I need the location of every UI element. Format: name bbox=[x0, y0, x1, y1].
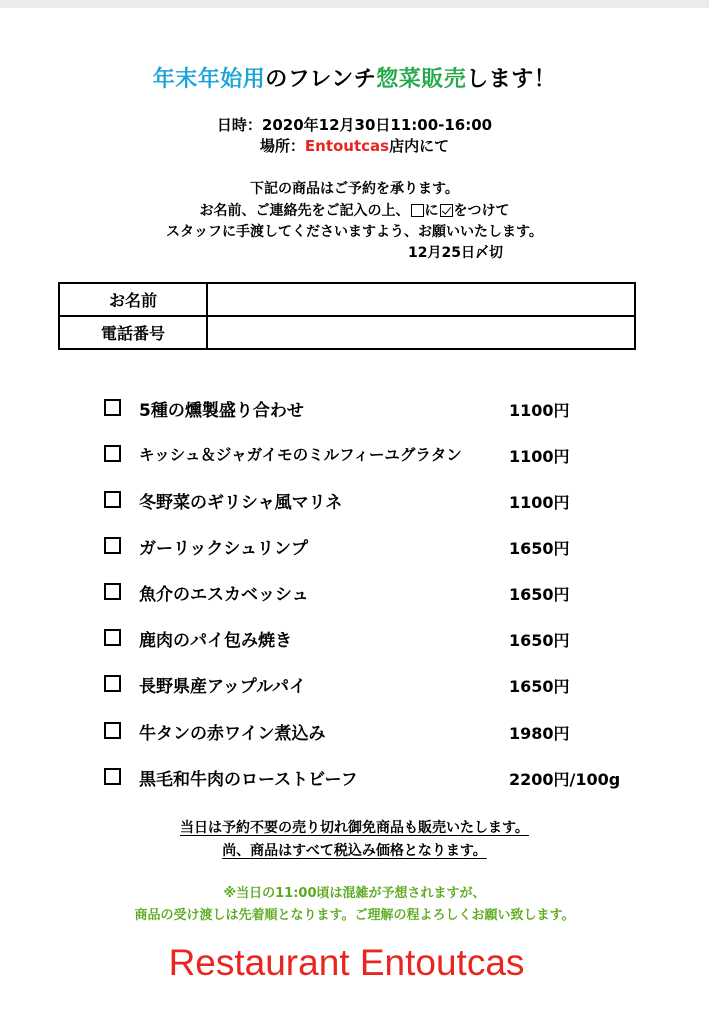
deadline: 12月25日〆切 bbox=[408, 245, 503, 261]
menu-item bbox=[104, 626, 664, 652]
datetime-line: 日時：2020年12月30日11:00-16:00 bbox=[216, 116, 493, 134]
name-field[interactable] bbox=[207, 283, 635, 316]
green-note-1: ※当日の11:00頃は混雑が予想されますが、 bbox=[223, 886, 486, 901]
green-note-2: 商品の受け渡しは先着順となります。ご理解の程よろしくお願い致します。 bbox=[134, 908, 575, 923]
footer-line-1-text: 当日は予約不要の売り切れ御免商品も販売いたします。 bbox=[180, 820, 529, 836]
footer-line-1 bbox=[0, 817, 709, 837]
title-part-3: 惣菜販売 bbox=[376, 67, 467, 92]
item-price: 1100円 bbox=[509, 401, 570, 420]
item-checkbox[interactable] bbox=[104, 722, 121, 739]
item-name: 長野県産アップルパイ bbox=[139, 677, 306, 697]
item-price: 1100円 bbox=[509, 447, 570, 466]
item-checkbox[interactable] bbox=[104, 445, 121, 462]
notice-line-1: 下記の商品はご予約を承ります。 bbox=[250, 181, 459, 197]
menu-item bbox=[104, 719, 664, 745]
item-checkbox[interactable] bbox=[104, 537, 121, 554]
menu-item bbox=[104, 672, 664, 698]
item-name: 牛タンの赤ワイン煮込み bbox=[139, 724, 326, 744]
item-name: 5種の燻製盛り合わせ bbox=[139, 401, 304, 421]
item-checkbox[interactable] bbox=[104, 629, 121, 646]
notice-line-2c: をつけて bbox=[453, 203, 510, 219]
item-name: ガーリックシュリンプ bbox=[139, 539, 308, 559]
phone-field[interactable] bbox=[207, 316, 635, 349]
item-checkbox[interactable] bbox=[104, 768, 121, 785]
footer-line-2-text: 尚、商品はすべて税込み価格となります。 bbox=[222, 843, 487, 859]
footer-line-2 bbox=[0, 840, 709, 860]
item-name: 魚介のエスカベッシュ bbox=[139, 585, 309, 605]
phone-row bbox=[59, 316, 635, 349]
title-part-4: します！ bbox=[466, 67, 557, 92]
item-price: 1100円 bbox=[509, 493, 570, 512]
menu-item bbox=[104, 765, 664, 791]
item-name: 黒毛和牛肉のローストビーフ bbox=[139, 770, 358, 790]
name-row bbox=[59, 283, 635, 316]
notice-line-2a: お名前、ご連絡先をご記入の上、 bbox=[199, 203, 410, 219]
phone-label: 電話番号 bbox=[59, 316, 207, 349]
title-part-1: 年末年始用 bbox=[152, 67, 266, 92]
notice-line-2b: に bbox=[424, 203, 439, 219]
menu-item bbox=[104, 396, 664, 422]
menu-item bbox=[104, 580, 664, 606]
place-line bbox=[0, 135, 709, 156]
name-label: お名前 bbox=[59, 283, 207, 316]
contact-form-table bbox=[58, 282, 636, 350]
place-name: Entoutcas bbox=[304, 137, 390, 155]
item-checkbox[interactable] bbox=[104, 675, 121, 692]
item-checkbox[interactable] bbox=[104, 491, 121, 508]
place-label: 場所： bbox=[259, 137, 305, 155]
page-title bbox=[0, 62, 709, 93]
title-part-2: のフレンチ bbox=[265, 67, 377, 92]
item-price: 1650円 bbox=[509, 585, 570, 604]
checked-checkbox-icon bbox=[440, 204, 453, 217]
item-price: 1650円 bbox=[509, 539, 570, 558]
empty-checkbox-icon bbox=[411, 204, 424, 217]
item-price: 2200円/100g bbox=[509, 770, 621, 789]
item-price: 1650円 bbox=[509, 677, 570, 696]
menu-item bbox=[104, 488, 664, 514]
item-checkbox[interactable] bbox=[104, 583, 121, 600]
menu-item bbox=[104, 442, 664, 468]
item-name: 冬野菜のギリシャ風マリネ bbox=[139, 493, 343, 513]
item-name: 鹿肉のパイ包み焼き bbox=[139, 631, 292, 651]
item-checkbox[interactable] bbox=[104, 399, 121, 416]
item-name: キッシュ＆ジャガイモのミルフィーユグラタン bbox=[139, 446, 462, 464]
notice-line-2 bbox=[0, 200, 709, 220]
notice-line-3: スタッフに手渡してくださいますよう、お願いいたします。 bbox=[166, 224, 543, 240]
item-price: 1980円 bbox=[509, 724, 570, 743]
item-price: 1650円 bbox=[509, 631, 570, 650]
restaurant-name: Restaurant Entoutcas bbox=[168, 942, 525, 983]
top-bar bbox=[0, 0, 709, 8]
menu-item bbox=[104, 534, 664, 560]
place-suffix: 店内にて bbox=[389, 137, 450, 155]
